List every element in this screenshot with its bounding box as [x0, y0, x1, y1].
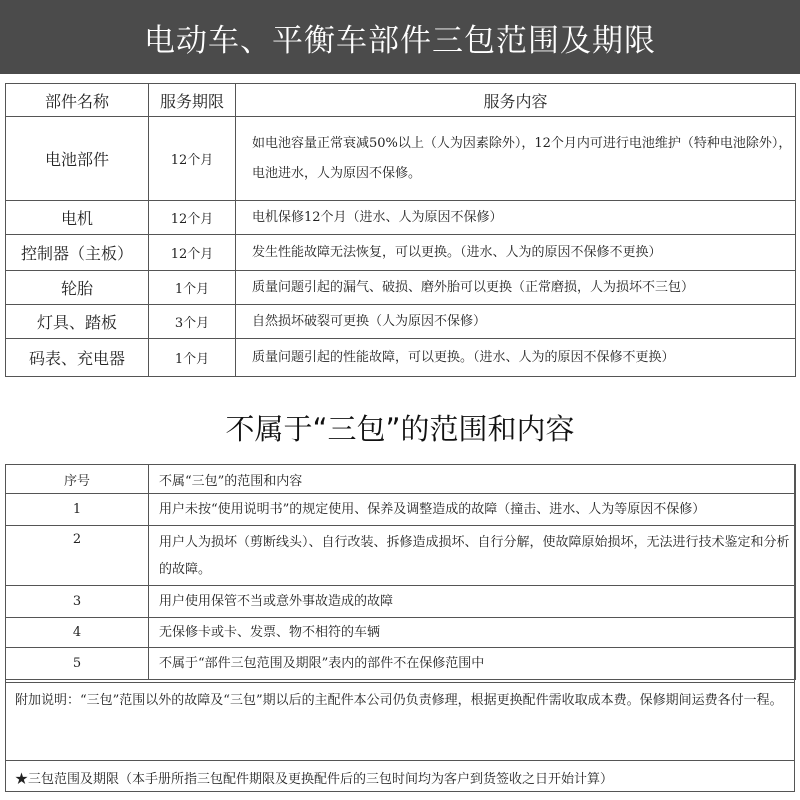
- excluded-item-text: 不属于“部件三包范围及期限”表内的部件不在保修范围中: [149, 648, 796, 680]
- row-number: 1: [6, 494, 149, 526]
- excluded-item-text: 用户使用保管不当或意外事故造成的故障: [149, 586, 796, 618]
- row-number: 3: [6, 586, 149, 618]
- excluded-item-text: 用户未按“使用说明书”的规定使用、保养及调整造成的故障（撞击、进水、人为等原因不保修）: [149, 494, 796, 526]
- warranty-row: [6, 339, 796, 377]
- additional-note: 附加说明：“三包”范围以外的故障及“三包”期以后的主配件本公司仍负责修理，根据更换配件需收取成本费。保修期间运费各付一程。: [5, 682, 795, 718]
- excluded-section-title: 不属于“三包”的范围和内容: [225, 411, 575, 446]
- warranty-row: [6, 201, 796, 235]
- service-period: 12个月: [149, 117, 236, 201]
- service-content: 电机保修12个月（进水、人为原因不保修）: [236, 201, 796, 235]
- excluded-row: [6, 586, 796, 618]
- service-content: 质量问题引起的漏气、破损、磨外胎可以更换（正常磨损，人为损坏不三包）: [236, 271, 796, 305]
- excluded-table: [5, 464, 796, 680]
- service-period: 3个月: [149, 305, 236, 339]
- page-title: 电动车、平衡车部件三包范围及期限: [0, 0, 800, 74]
- service-period: 1个月: [149, 271, 236, 305]
- excluded-row: [6, 526, 796, 586]
- part-name: 控制器（主板）: [6, 235, 149, 271]
- row-number: 5: [6, 648, 149, 680]
- excluded-row: [6, 618, 796, 648]
- header-service-period: 服务期限: [149, 84, 236, 117]
- row-number: 4: [6, 618, 149, 648]
- warranty-table: [5, 83, 796, 377]
- part-name: 灯具、踏板: [6, 305, 149, 339]
- part-name: 电机: [6, 201, 149, 235]
- warranty-row: [6, 271, 796, 305]
- service-content: 质量问题引起的性能故障，可以更换。（进水、人为的原因不保修不更换）: [236, 339, 796, 377]
- excluded-row: [6, 648, 796, 680]
- row-number: 2: [6, 526, 149, 586]
- service-period: 12个月: [149, 201, 236, 235]
- part-name: 轮胎: [6, 271, 149, 305]
- part-name: 电池部件: [6, 117, 149, 201]
- footer-note: ★三包范围及期限（本手册所指三包配件期限及更换配件后的三包时间均为客户到货签收之日开始计算）: [5, 760, 795, 793]
- header-number: 序号: [6, 465, 149, 494]
- header-service-content: 服务内容: [236, 84, 796, 117]
- warranty-row: [6, 117, 796, 201]
- excluded-item-text: 无保修卡或卡、发票、物不相符的车辆: [149, 618, 796, 648]
- warranty-row: [6, 235, 796, 271]
- service-period: 12个月: [149, 235, 236, 271]
- header-excluded-content: 不属“三包”的范围和内容: [149, 465, 796, 494]
- excluded-item-text: 用户人为损坏（剪断线头）、自行改装、拆修造成损坏、自行分解，使故障原始损坏，无法进行技术鉴定和分析的故障。: [149, 526, 796, 586]
- header-part-name: 部件名称: [6, 84, 149, 117]
- warranty-row: [6, 305, 796, 339]
- service-period: 1个月: [149, 339, 236, 377]
- warranty-header-row: [6, 84, 796, 117]
- service-content: 如电池容量正常衰减50%以上（人为因素除外），12个月内可进行电池维护（特种电池除外），电池进水，人为原因不保修。: [236, 117, 796, 201]
- service-content: 自然损坏破裂可更换（人为原因不保修）: [236, 305, 796, 339]
- service-content: 发生性能故障无法恢复，可以更换。（进水、人为的原因不保修不更换）: [236, 235, 796, 271]
- excluded-header-row: [6, 465, 796, 494]
- excluded-row: [6, 494, 796, 526]
- part-name: 码表、充电器: [6, 339, 149, 377]
